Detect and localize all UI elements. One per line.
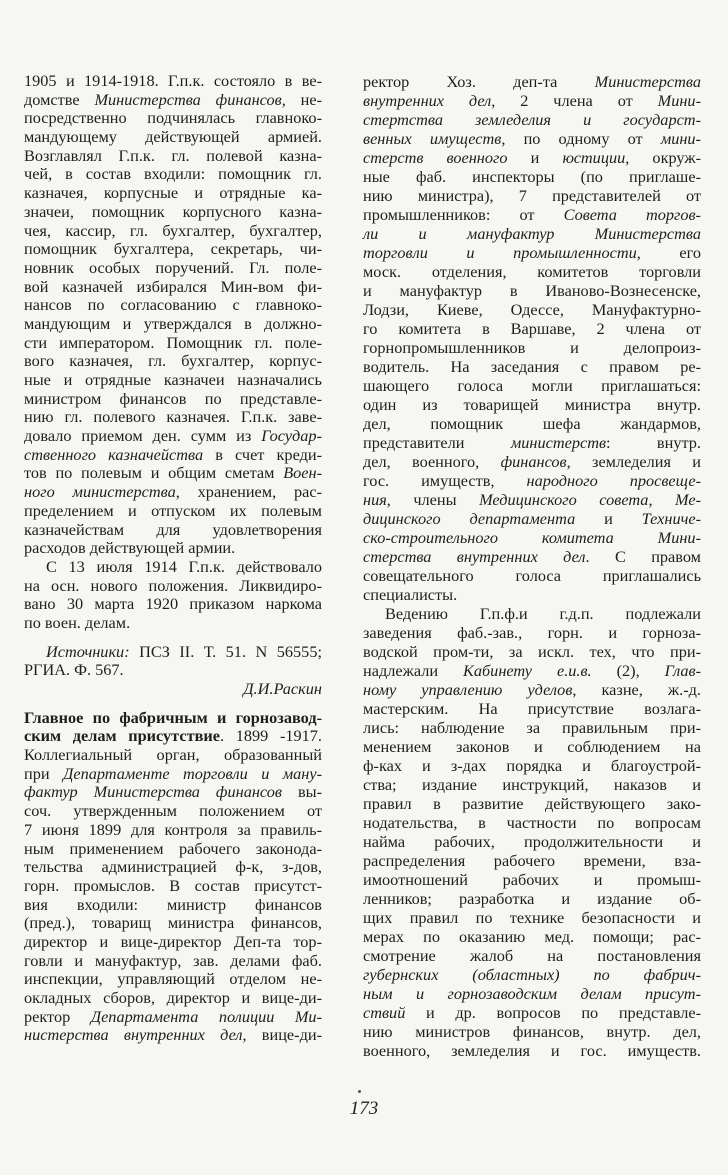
text-segment: директор и вице-директор Деп-та тор- bbox=[24, 931, 322, 951]
text-line bbox=[363, 642, 701, 661]
text-segment: щих правил по технике безопасности и bbox=[363, 908, 701, 927]
text-line bbox=[24, 427, 322, 446]
text-segment: вы- bbox=[281, 782, 323, 802]
text-line bbox=[363, 148, 701, 167]
text-segment: мандующему действующей армией. bbox=[24, 127, 322, 147]
italic-term: народного просвеще- bbox=[526, 471, 701, 490]
text-segment: , казне, ж.-д. bbox=[572, 680, 701, 699]
text-line bbox=[24, 222, 322, 241]
text-segment: и др. вопросов по представле- bbox=[405, 1003, 701, 1022]
text-line bbox=[363, 167, 701, 186]
text-segment: (2), bbox=[591, 661, 665, 680]
text-line bbox=[363, 452, 701, 471]
text-segment: дел, военного, bbox=[363, 452, 501, 471]
italic-term: ственного казначейства bbox=[24, 444, 204, 464]
text-line bbox=[363, 604, 701, 623]
italic-term: Мини- bbox=[657, 91, 701, 110]
italic-term: ния bbox=[363, 490, 387, 509]
text-line bbox=[24, 278, 322, 297]
text-line bbox=[24, 952, 322, 971]
text-line bbox=[24, 464, 322, 483]
text-segment: ленников; разработка и издание об- bbox=[363, 889, 701, 908]
italic-term: юстиции bbox=[562, 148, 626, 167]
italic-term: Медицинского совета bbox=[479, 490, 649, 509]
text-line bbox=[24, 408, 322, 427]
text-segment: нодательства, в частности по вопросам bbox=[363, 813, 701, 832]
text-line bbox=[363, 205, 701, 224]
text-segment: , 2 члена от bbox=[491, 91, 658, 110]
text-line bbox=[24, 203, 322, 222]
text-segment: нию министра), 7 представителей от bbox=[363, 186, 701, 205]
text-segment: и bbox=[575, 509, 642, 528]
text-line bbox=[24, 577, 322, 596]
italic-term: венных имуществ bbox=[363, 129, 502, 148]
text-segment: 1905 и 1914-1918. Г.п.к. состояло в ве- bbox=[24, 71, 322, 90]
text-line bbox=[363, 889, 701, 908]
text-line bbox=[363, 984, 701, 1003]
text-segment: шающего голоса могли приглашаться: bbox=[363, 376, 701, 395]
italic-term: Техниче- bbox=[641, 509, 701, 528]
text-line bbox=[24, 896, 322, 915]
text-segment: совещательного голоса приглашались bbox=[363, 566, 701, 585]
text-line bbox=[363, 300, 701, 319]
text-segment: 7 июня 1899 для контроля за правиль- bbox=[24, 819, 322, 839]
italic-term: Министерства bbox=[594, 72, 701, 91]
text-segment: , вице-ди- bbox=[242, 1025, 322, 1045]
text-segment: , его bbox=[636, 243, 702, 262]
text-segment: вой казначей избирался Мин-вом фи- bbox=[24, 276, 322, 296]
text-segment: мандующим и утверждался в должно- bbox=[24, 313, 322, 333]
text-segment: лись: наблюдение за правильным при- bbox=[363, 718, 701, 737]
text-line bbox=[363, 661, 701, 680]
text-line bbox=[24, 661, 322, 680]
text-line bbox=[363, 395, 701, 414]
text-segment: мерах по оказанию мед. помощи; рас- bbox=[363, 927, 701, 946]
text-segment: домстве bbox=[24, 89, 95, 109]
text-segment: ректор Хоз. деп-та bbox=[363, 72, 595, 91]
text-line bbox=[24, 680, 322, 699]
text-line bbox=[363, 110, 701, 129]
text-segment: при bbox=[24, 763, 63, 783]
text-line bbox=[24, 970, 322, 989]
text-line bbox=[24, 989, 322, 1008]
italic-term: торговли и промышленности bbox=[363, 243, 637, 262]
text-segment: говли и мануфактур, зав. делами фаб. bbox=[24, 950, 322, 970]
text-segment: ф-ках и з-дах порядка и благоустрой- bbox=[363, 756, 701, 775]
text-segment: , члены bbox=[386, 490, 480, 509]
text-segment: правил в развитие действующего зако- bbox=[363, 794, 701, 813]
text-line bbox=[24, 240, 322, 259]
text-segment: промышленников: от bbox=[363, 205, 564, 224]
italic-term: губернских (областных) по фабрич- bbox=[363, 965, 701, 984]
text-segment: : внутр. bbox=[606, 433, 701, 452]
text-line bbox=[363, 281, 701, 300]
text-segment: соч. утвержденным положением от bbox=[24, 801, 322, 821]
text-segment: нансов по согласованию с главноко- bbox=[24, 295, 322, 315]
text-line bbox=[24, 933, 322, 952]
text-line bbox=[24, 643, 322, 662]
text-segment: , по одному от bbox=[501, 129, 661, 148]
text-segment: дел, помощник шефа жандармов, bbox=[363, 414, 701, 433]
text-line bbox=[363, 585, 701, 604]
text-segment: ректор bbox=[24, 1006, 91, 1026]
text-segment: вого казначея, гл. бухгалтер, корпус- bbox=[24, 351, 322, 371]
text-line bbox=[363, 756, 701, 775]
text-segment: на осн. нового положения. Ликвидиро- bbox=[24, 575, 322, 595]
right-text-column bbox=[363, 72, 701, 1060]
text-segment: казначея, корпусные и отрядные ка- bbox=[24, 183, 322, 203]
text-segment: тов по полевым и общим сметам bbox=[24, 463, 284, 483]
text-segment: мастерским. На присутствие возлага- bbox=[363, 699, 701, 718]
text-line bbox=[363, 832, 701, 851]
text-segment: помощник бухгалтера, секретарь, чи- bbox=[24, 239, 322, 259]
text-segment: пределением и отпуском их полевым bbox=[24, 500, 322, 520]
text-segment: казначействам для удовлетворения bbox=[24, 519, 322, 539]
text-segment: специалисты. bbox=[363, 585, 458, 604]
entry-heading: ским делам присутствие bbox=[24, 726, 220, 746]
text-line bbox=[24, 1026, 322, 1045]
text-line bbox=[363, 490, 701, 509]
text-segment: го комитета в Варшаве, 2 члена от bbox=[363, 319, 701, 338]
scan-speck bbox=[358, 1090, 361, 1093]
text-line bbox=[363, 1022, 701, 1041]
text-line bbox=[24, 371, 322, 390]
left-text-column bbox=[24, 72, 322, 1045]
text-segment: новник особых поручений. Гл. поле- bbox=[24, 257, 322, 277]
page-number: 173 bbox=[349, 1098, 379, 1119]
text-segment: ПСЗ II. Т. 51. N 56555; bbox=[129, 641, 322, 661]
text-segment: , земледелия и bbox=[566, 452, 701, 471]
text-line bbox=[24, 821, 322, 840]
text-line bbox=[24, 709, 322, 728]
text-segment: представители bbox=[363, 433, 511, 452]
text-segment: С 13 июля 1914 Г.п.к. действовало bbox=[46, 556, 322, 576]
text-segment: в счет креди- bbox=[203, 444, 322, 464]
text-line bbox=[363, 927, 701, 946]
text-line bbox=[24, 334, 322, 353]
text-line bbox=[363, 699, 701, 718]
text-line bbox=[363, 946, 701, 965]
text-segment: менением законов и соблюдением на bbox=[363, 737, 701, 756]
text-line bbox=[24, 184, 322, 203]
text-segment: чея, кассир, гл. бухгалтер, бухгалтер, bbox=[24, 220, 322, 240]
text-line bbox=[24, 558, 322, 577]
text-line bbox=[363, 319, 701, 338]
text-line bbox=[24, 446, 322, 465]
text-segment: тельства администрацией ф-к, з-дов, bbox=[24, 857, 322, 877]
text-segment: окладных сборов, директор и вице-ди- bbox=[24, 988, 322, 1007]
text-segment: горн. промыслов. В состав присутст- bbox=[24, 875, 322, 895]
text-segment: ным применением рабочего законода- bbox=[24, 838, 322, 858]
text-segment: смотрение жалоб на постановления bbox=[363, 946, 701, 965]
text-line bbox=[24, 352, 322, 371]
italic-term: стертства земледелия и государст- bbox=[363, 110, 701, 129]
text-line bbox=[363, 794, 701, 813]
italic-term: Глав- bbox=[664, 661, 701, 680]
text-line bbox=[363, 262, 701, 281]
text-segment: расходов действующей армии. bbox=[24, 538, 236, 558]
text-line bbox=[363, 72, 701, 91]
italic-term: ного министерства bbox=[24, 482, 176, 502]
text-segment: распределения рабочего времени, вза- bbox=[363, 851, 701, 870]
text-line bbox=[24, 390, 322, 409]
text-line bbox=[24, 502, 322, 521]
text-segment: и bbox=[507, 148, 563, 167]
italic-term: нистерства внутренних дел bbox=[24, 1025, 243, 1045]
text-segment: гос. имуществ, bbox=[363, 471, 527, 490]
text-line bbox=[24, 91, 322, 110]
text-segment: , окруж- bbox=[625, 148, 701, 167]
text-line bbox=[363, 680, 701, 699]
text-line bbox=[24, 858, 322, 877]
text-segment: , не- bbox=[281, 89, 322, 109]
text-line bbox=[24, 727, 322, 746]
italic-term: ствий bbox=[363, 1003, 406, 1022]
text-line bbox=[363, 376, 701, 395]
text-line bbox=[363, 528, 701, 547]
text-line bbox=[363, 1041, 701, 1060]
text-line bbox=[24, 595, 322, 614]
text-line bbox=[363, 718, 701, 737]
text-line bbox=[24, 877, 322, 896]
text-segment: и мануфактур в Иваново-Вознесенске, bbox=[363, 281, 701, 300]
italic-term: министерств bbox=[510, 433, 607, 452]
text-segment: горнопромышленников и делопроиз- bbox=[363, 338, 701, 357]
text-line bbox=[363, 547, 701, 566]
italic-term: Источники: bbox=[46, 641, 130, 661]
text-line bbox=[363, 851, 701, 870]
text-segment: министром финансов по представле- bbox=[24, 388, 322, 408]
text-line bbox=[24, 765, 322, 784]
text-segment: ства; издание инструкций, наказов и bbox=[363, 775, 701, 794]
text-line bbox=[363, 908, 701, 927]
text-segment: ные и отрядные казначеи назначались bbox=[24, 370, 322, 389]
text-segment: заведения фаб.-зав., горн. и горноза- bbox=[363, 623, 701, 642]
text-line bbox=[24, 1008, 322, 1027]
text-segment: РГИА. Ф. 567. bbox=[24, 660, 124, 680]
text-line bbox=[24, 109, 322, 128]
text-line bbox=[363, 509, 701, 528]
text-line bbox=[363, 433, 701, 452]
italic-term: Министерства финансов bbox=[94, 89, 282, 109]
text-segment: чей, в состав входили: помощник гл. bbox=[24, 164, 322, 184]
text-line bbox=[24, 539, 322, 558]
text-line bbox=[363, 338, 701, 357]
text-segment: имоотношений рабочих и промыш- bbox=[363, 870, 701, 889]
italic-term: мини- bbox=[660, 129, 701, 148]
text-segment: моск. отделения, комитетов торговли bbox=[363, 262, 701, 281]
italic-term: стерства внутренних дел bbox=[363, 547, 586, 566]
italic-term: стерств военного bbox=[363, 148, 508, 167]
italic-term: фактур Министерства финансов bbox=[24, 782, 282, 802]
text-segment: нию гл. полевого казначея. Г.п.к. заве- bbox=[24, 407, 322, 427]
text-line bbox=[24, 147, 322, 166]
italic-term: финансов bbox=[500, 452, 567, 471]
text-segment: значеи, помощник корпусного казна- bbox=[24, 201, 322, 221]
text-line bbox=[24, 614, 322, 633]
text-line bbox=[24, 72, 322, 91]
text-segment: . 1899 -1917. bbox=[220, 726, 322, 746]
text-segment: Коллегиальный орган, образованный bbox=[24, 745, 322, 765]
text-line bbox=[363, 357, 701, 376]
text-line bbox=[363, 224, 701, 243]
text-line bbox=[363, 737, 701, 756]
text-line bbox=[24, 914, 322, 933]
text-segment: нию министров финансов, внутр. дел, bbox=[363, 1022, 701, 1041]
text-line bbox=[363, 623, 701, 642]
italic-term: Государ- bbox=[261, 426, 322, 446]
text-segment: вано 30 марта 1920 приказом наркома bbox=[24, 594, 322, 614]
text-line bbox=[24, 840, 322, 859]
text-line bbox=[24, 746, 322, 765]
italic-term: Кабинету е.и.в. bbox=[463, 661, 592, 680]
text-line bbox=[363, 186, 701, 205]
italic-term: Департаменте торговли и ману- bbox=[62, 763, 323, 783]
italic-term: Д.И.Раскин bbox=[243, 679, 322, 698]
italic-term: Департамента полиции Ми- bbox=[90, 1006, 322, 1026]
text-segment: (пред.), товарищ министра финансов, bbox=[24, 913, 322, 933]
text-segment: , bbox=[648, 490, 676, 509]
text-segment: водской пром-ти, за искл. тех, что при- bbox=[363, 642, 701, 661]
text-line bbox=[363, 813, 701, 832]
text-segment: посредственно подчинялась главноко- bbox=[24, 108, 322, 128]
text-segment: Возглавлял Г.п.к. гл. полевой казна- bbox=[24, 145, 322, 165]
text-line bbox=[363, 243, 701, 262]
text-segment: вия входили: министр финансов bbox=[24, 894, 322, 914]
text-line bbox=[363, 566, 701, 585]
text-line bbox=[24, 315, 322, 334]
text-line bbox=[24, 259, 322, 278]
text-line bbox=[363, 775, 701, 794]
text-segment: надлежали bbox=[363, 661, 464, 680]
text-segment: , хранением, рас- bbox=[175, 482, 323, 502]
text-segment: сти императором. Помощник гл. поле- bbox=[24, 332, 322, 352]
italic-term: ско-строительного комитета Мини- bbox=[363, 528, 701, 547]
italic-term: ли и мануфактур Министерства bbox=[363, 224, 701, 243]
italic-term: ному управлению уделов bbox=[363, 680, 573, 699]
entry-heading: Главное по фабричным и горнозавод- bbox=[24, 707, 322, 727]
text-segment: по воен. делам. bbox=[24, 612, 131, 632]
italic-term: Воен- bbox=[283, 463, 322, 483]
text-line bbox=[24, 128, 322, 147]
text-line bbox=[363, 965, 701, 984]
text-line bbox=[363, 129, 701, 148]
text-line bbox=[363, 1003, 701, 1022]
text-line bbox=[24, 483, 322, 502]
italic-term: внутренних дел bbox=[363, 91, 492, 110]
text-line bbox=[24, 783, 322, 802]
text-segment: инспекции, управляющий отделом не- bbox=[24, 969, 322, 989]
text-segment: один из товарищей министра внутр. bbox=[363, 395, 701, 414]
text-line bbox=[24, 165, 322, 184]
text-segment: Ведению Г.п.ф.и г.д.п. подлежали bbox=[385, 604, 701, 623]
text-segment: довало приемом ден. сумм из bbox=[24, 426, 262, 446]
text-line bbox=[363, 91, 701, 110]
text-line bbox=[363, 471, 701, 490]
italic-term: ным и горнозаводским делам присут- bbox=[363, 984, 701, 1003]
text-line bbox=[363, 870, 701, 889]
text-line bbox=[363, 414, 701, 433]
text-segment: водитель. На заседания с правом ре- bbox=[363, 357, 701, 376]
text-segment: . С правом bbox=[585, 547, 701, 566]
text-segment: военного, земледелия и гос. имуществ. bbox=[363, 1041, 701, 1060]
text-segment: найма рабочих, продолжительности и bbox=[363, 832, 701, 851]
italic-term: дицинского департамента bbox=[363, 509, 576, 528]
italic-term: Ме- bbox=[675, 490, 702, 509]
text-line bbox=[24, 521, 322, 540]
text-segment: Лодзи, Киеве, Одессе, Мануфактурно- bbox=[363, 300, 701, 319]
italic-term: Совета торгов- bbox=[563, 205, 701, 224]
text-segment: ные фаб. инспекторы (по приглаше- bbox=[363, 167, 701, 186]
text-line bbox=[24, 802, 322, 821]
text-line bbox=[24, 296, 322, 315]
